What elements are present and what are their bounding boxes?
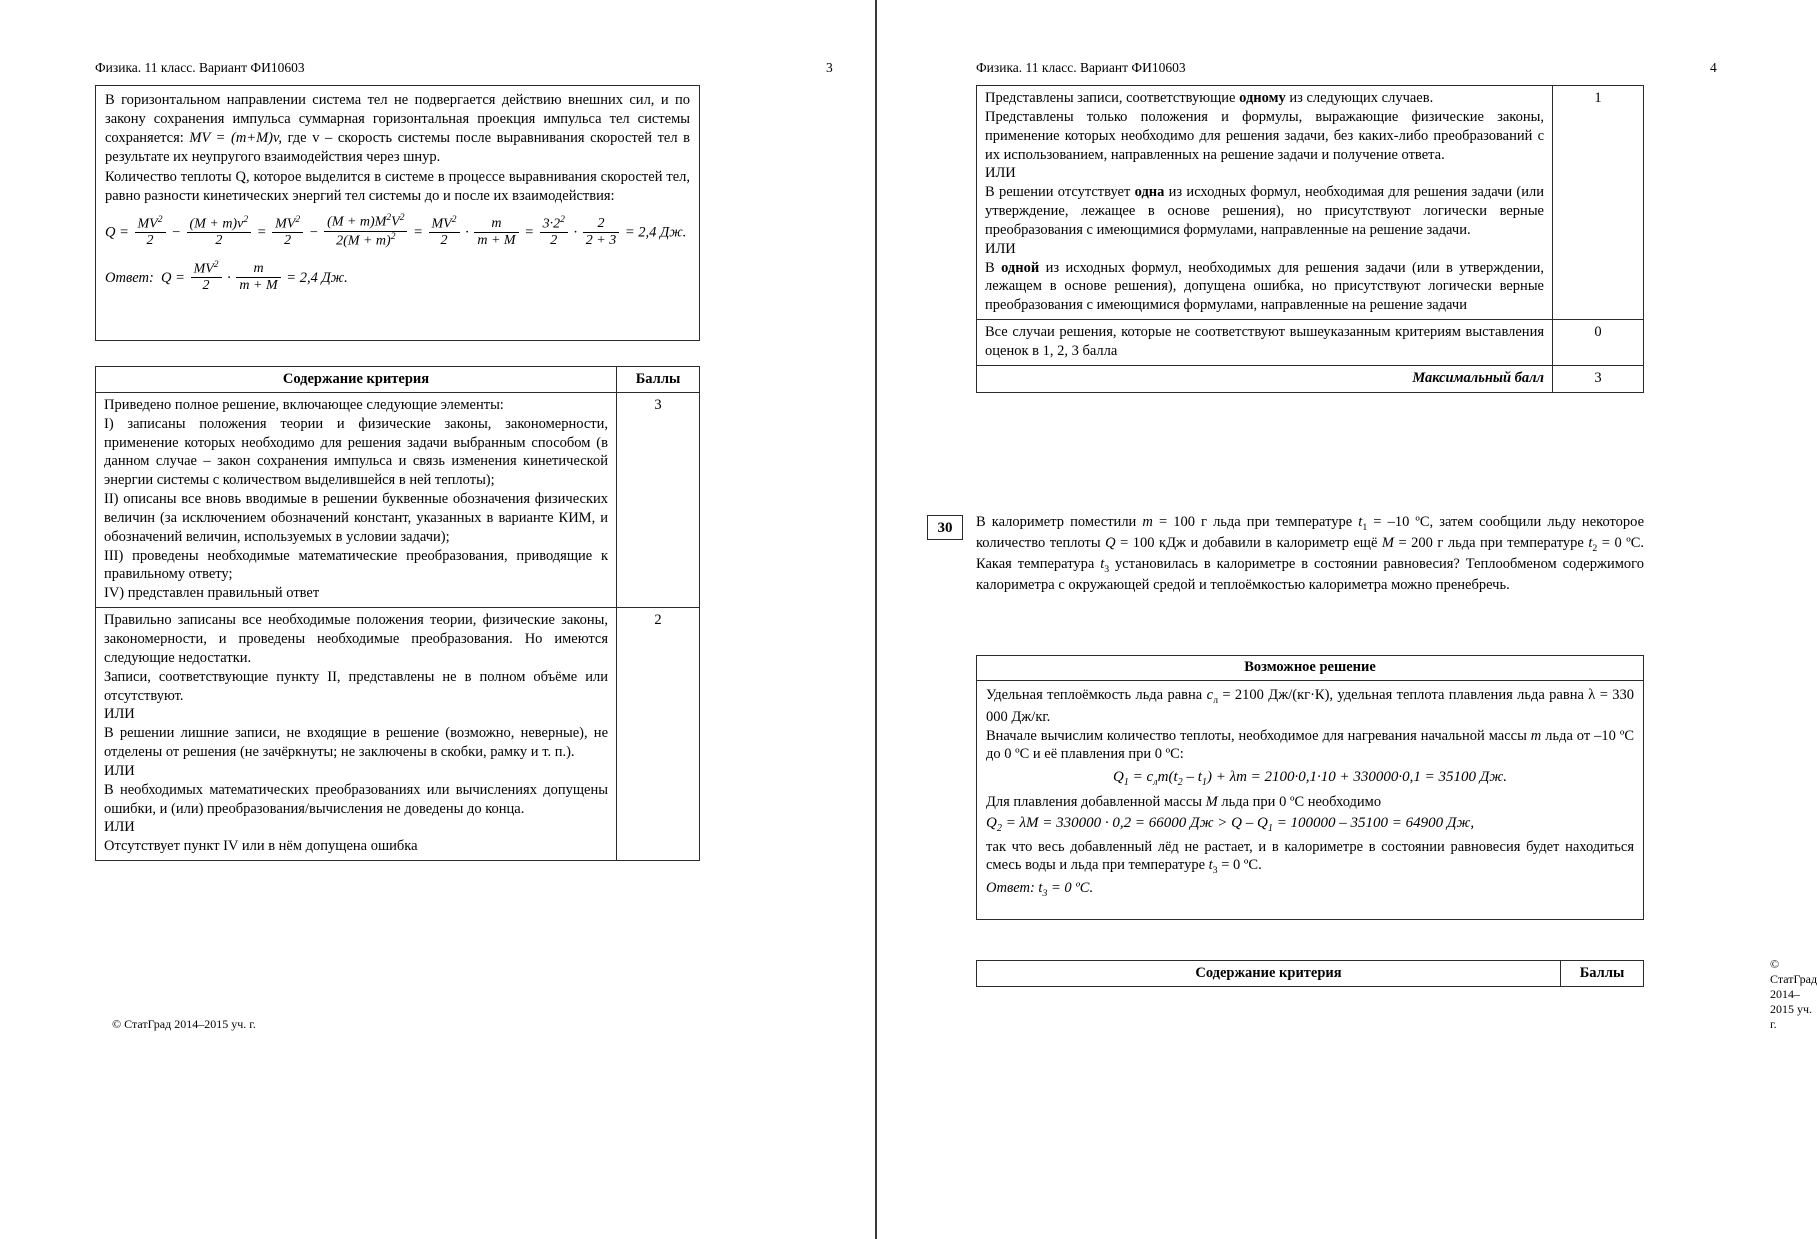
criterion-line: ИЛИ — [104, 762, 135, 779]
criterion-cell-0: Все случаи решения, которые не соответствуют вышеуказанным критериям выставления оценок в 1, 2, 3 балла — [977, 320, 1553, 366]
solution-main-formula: Q = $\frac{MV^2}{2}$ − $\frac{(M + m)v^2}{2}$ = $\frac{MV^2}{2}$ − $\frac{(M + m)M^2V^2}{2(M + m)^2}$ = $\frac{MV^2}{2}$ · $\frac{m}{m + M}$ = $\frac{3\cdot 2^2}{2}$ · $\frac{2}{2 + 3}$ = 2,4 Дж. — [105, 213, 687, 249]
page-number-right: 4 — [1710, 60, 1717, 75]
criterion-line: Приведено полное решение, включающее следующие элементы: — [104, 396, 504, 413]
task-number-badge: 30 — [927, 515, 963, 540]
solution-r-p4: так что весь добавленный лёд не растает, и в калориметре в состоянии равновесия будет находиться смесь воды и льда при температуре $t_3 = 0$ ºС. — [986, 838, 1634, 877]
solution-paragraph-1 — [105, 91, 690, 166]
solution-answer-line: Ответ: Q = $\frac{MV^2}{2}$ · $\frac{m}{m + M}$ = 2,4 Дж. — [105, 259, 348, 294]
possible-solution-box — [976, 655, 1644, 920]
criterion-line: ИЛИ — [985, 165, 1016, 182]
criterion-line: Отсутствует пункт IV или в нём допущена ошибка — [104, 838, 418, 855]
table-row — [96, 608, 700, 861]
criteria-table-right — [976, 85, 1644, 393]
page-left — [0, 0, 877, 1239]
solution-r-p3: Для плавления добавленной массы M льда при 0 ºС необходимо — [986, 794, 1382, 811]
table-header-row — [977, 961, 1644, 987]
solution-box-left — [95, 85, 700, 341]
criterion-line: ИЛИ — [985, 240, 1016, 257]
criterion-line: II) описаны все вновь вводимые в решении буквенные обозначения физических величин (за исключением обозначений констант, указанных в варианте КИМ, и обозначений величин, используемых в условии задачи); — [104, 491, 608, 545]
criterion-line: Представлены записи, соответствующие одному из следующих случаев. — [985, 90, 1434, 106]
page-header-title-right: Физика. 11 класс. Вариант ФИ10603 — [976, 60, 1186, 75]
possible-solution-title: Возможное решение — [977, 656, 1643, 681]
answer-label-right: Ответ: — [986, 880, 1035, 897]
score-cell-2: 2 — [617, 608, 700, 861]
max-score-value: 3 — [1553, 365, 1644, 392]
criterion-line: Представлены только положения и формулы, выражающие физические законы, применение которых необходимо для решения задачи, без каких-либо преобразований с их использованием, направленных на решение задачи и получение ответа. — [985, 108, 1544, 163]
table-row — [977, 86, 1644, 320]
criterion-line: Записи, соответствующие пункту II, представлены не в полном объёме или отсутствуют. — [104, 668, 608, 704]
criterion-line: В одной из исходных формул, необходимых для решения задачи (или в утверждении, лежащем в основе решения), допущена ошибка, но присутствуют логически верные преобразования с имеющимися формулами, направленные на решение задачи — [985, 259, 1544, 314]
footer-right: © СтатГрад 2014–2015 уч. г. — [1770, 957, 1817, 1031]
solution-p1-tail: где v – скорость системы после выравнивания скоростей тел в результате их неупругого взаимодействия через шнур. — [105, 129, 691, 165]
col-header-score: Баллы — [1561, 961, 1644, 987]
score-cell-1: 1 — [1553, 86, 1644, 320]
criterion-cell-1 — [977, 86, 1553, 320]
solution-p1-formula: MV = (m+M)v, — [189, 129, 282, 146]
criterion-line: III) проведены необходимые математические преобразования, приводящие к правильному ответу; — [104, 547, 608, 583]
page-header-title-left: Физика. 11 класс. Вариант ФИ10603 — [95, 60, 305, 75]
task-text: В калориметр поместили m = 100 г льда при температуре $t_1 = -10$ ºС, затем сообщили льду некоторое количество теплоты Q = 100 кДж и добавили в калориметр ещё M = 200 г льда при температуре $t_2 = 0$ ºС. Какая температура $t_3$ установилась в калориметре в состоянии равновесия? Теплообменом содержимого калориметра с окружающей средой и теплоёмкостью калориметра можно пренебречь. — [976, 514, 1645, 593]
criterion-line: ИЛИ — [104, 706, 135, 723]
answer-value-left: 2,4 Дж. — [299, 269, 348, 286]
page-right — [877, 0, 1817, 1239]
criterion-line: I) записаны положения теории и физические законы, закономерности, применение которых необходимо для решения задачи выбранным способом (в данном случае – закон сохранения импульса и связь изменения кинетической энергии системы с количеством выделившейся в ней теплоты); — [104, 415, 608, 489]
footer-left: © СтатГрад 2014–2015 уч. г. — [112, 1017, 256, 1031]
solution-r-p1: Удельная теплоёмкость льда равна $c_л = 2100$ Дж/(кг·К), удельная теплота плавления льда равна λ = 330 000 Дж/кг. — [986, 687, 1635, 725]
solution-r-answer: Ответ: $t_3 = 0$ ºС. — [986, 880, 1094, 900]
criteria-table-left — [95, 366, 700, 861]
score-cell-0: 0 — [1553, 320, 1644, 366]
criterion-cell-3 — [96, 392, 617, 607]
table-row — [977, 320, 1644, 366]
col-header-criterion: Содержание критерия — [977, 961, 1561, 987]
solution-p1-text: В горизонтальном направлении система тел не подвергается действию внешних сил, и по закону сохранения импульса суммарная горизонтальная проекция импульса тел системы сохраняется: — [105, 92, 690, 146]
criterion-line: В необходимых математических преобразованиях или вычислениях допущены ошибки, и (или) преобразования/вычисления не доведены до конца. — [104, 781, 608, 817]
solution-paragraph-2: Количество теплоты Q, которое выделится в системе в процессе выравнивания скоростей тел, равно разности кинетических энергий тел системы до и после их взаимодействия: — [105, 169, 690, 205]
criterion-line: Правильно записаны все необходимые положения теории, физические законы, закономерности, и проведены необходимые преобразования. Но имеются следующие недостатки. — [104, 612, 608, 666]
answer-label-left: Ответ: — [105, 269, 154, 286]
criterion-line: В решении отсутствует одна из исходных формул, необходимая для решения задачи (или утверждение, лежащее в основе решения), но присутствуют логически верные преобразования с имеющимися формулами, направленные на решение задачи. — [985, 184, 1544, 238]
solution-r-p2: Вначале вычислим количество теплоты, необходимое для нагревания начальной массы m льда от –10 ºС до 0 ºС и её плавления при 0 ºС: — [986, 727, 1634, 763]
col-header-criterion: Содержание критерия — [96, 367, 617, 393]
page-number-left: 3 — [826, 60, 833, 75]
criterion-line: ИЛИ — [104, 819, 135, 836]
score-cell-3: 3 — [617, 392, 700, 607]
table-row — [96, 392, 700, 607]
solution-r-formula-1: $Q_1 = c_лm(t_2 - t_1) + \lambda m = 2100\cdot 0,1\cdot 10 + 330000\cdot 0,1 = 35100$ Дж. — [1112, 769, 1508, 789]
solution-r-formula-2: $Q_2 = \lambda M = 330000 \cdot 0,2 = 66000$ Дж > $Q - Q_1 = 100000 - 35100 = 64900$ Дж, — [986, 815, 1475, 835]
table-header-row — [96, 367, 700, 393]
criteria-table-header-right — [976, 960, 1644, 987]
table-row-max — [977, 365, 1644, 392]
criterion-line: IV) представлен правильный ответ — [104, 585, 320, 602]
criterion-cell-2 — [96, 608, 617, 861]
max-score-label: Максимальный балл — [977, 365, 1553, 392]
criterion-line: В решении лишние записи, не входящие в решение (возможно, неверные), не отделены от решения (не зачёркнуты; не заключены в скобки, рамку и т. п.). — [104, 725, 608, 761]
col-header-score: Баллы — [617, 367, 700, 393]
